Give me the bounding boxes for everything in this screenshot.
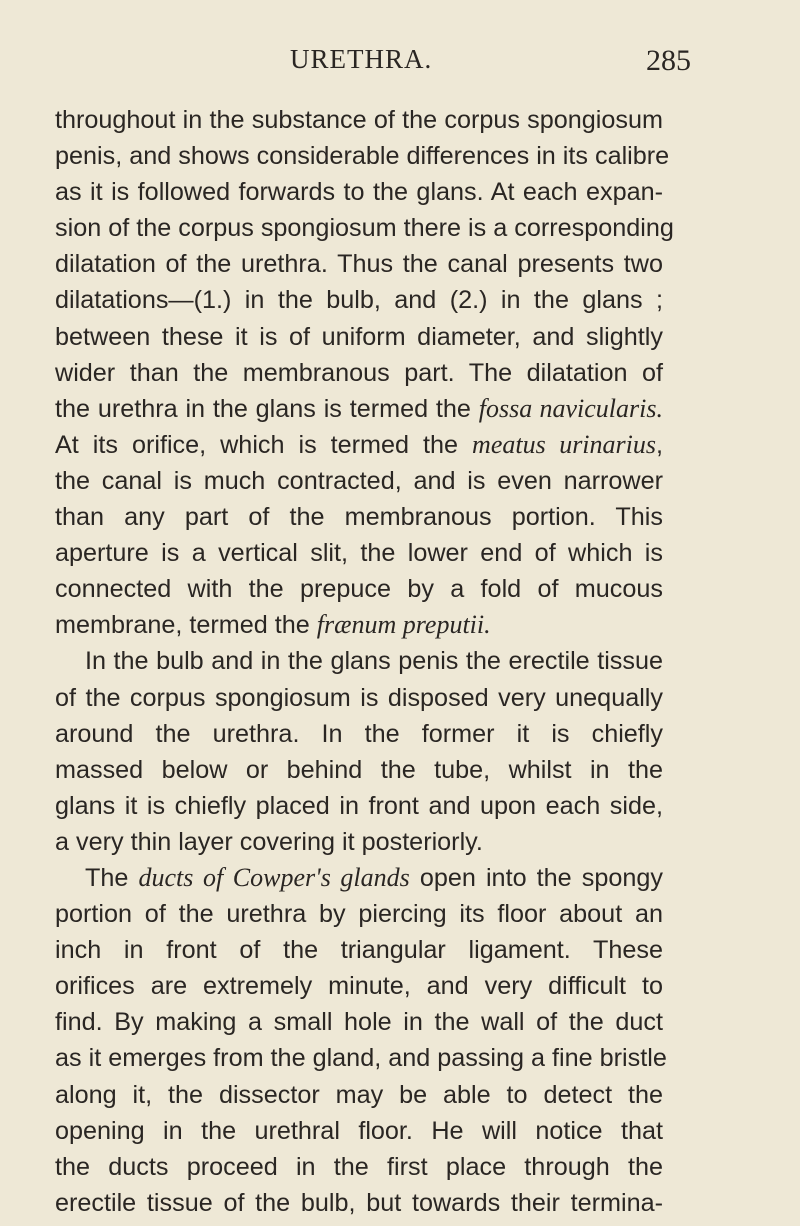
text-segment: portion of the urethra by piercing its floor about an xyxy=(55,900,663,929)
text-line xyxy=(55,282,663,318)
text-line xyxy=(55,1149,663,1185)
text-segment: erectile tissue of the bulb, but towards their termina- xyxy=(55,1188,663,1217)
text-line xyxy=(55,535,663,571)
text-segment: throughout in the substance of the corpus spongiosum xyxy=(55,106,663,134)
text-line xyxy=(55,1113,663,1149)
text-segment: the urethra in the glans is termed the xyxy=(55,394,479,423)
text-line xyxy=(55,788,663,824)
text-line xyxy=(55,138,670,174)
italic-term: ducts of Cowper's glands xyxy=(138,862,410,892)
text-segment: wider than the membranous part. The dilatation of xyxy=(55,358,663,387)
text-line xyxy=(55,210,674,246)
text-segment: massed below or behind the tube, whilst in the xyxy=(55,755,663,784)
text-segment: sion of the corpus spongiosum there is a corresponding xyxy=(55,214,674,243)
text-segment: find. By making a small hole in the wall of the duct xyxy=(55,1008,663,1037)
text-line xyxy=(55,824,663,860)
text-line xyxy=(55,607,663,643)
text-segment: , xyxy=(656,430,663,459)
text-line xyxy=(55,355,663,391)
text-segment: The xyxy=(85,863,139,892)
text-segment: of the corpus spongiosum is disposed very unequally xyxy=(55,683,663,712)
text-line xyxy=(55,643,663,679)
text-line xyxy=(55,860,663,896)
text-segment: around the urethra. In the former it is chiefly xyxy=(55,719,663,748)
italic-term: meatus urinarius xyxy=(472,429,656,459)
text-segment: In the bulb and in the glans penis the erectile tissue xyxy=(85,647,663,676)
text-line xyxy=(55,319,663,355)
text-segment: aperture is a vertical slit, the lower end of which is xyxy=(55,539,663,568)
text-line xyxy=(55,716,663,752)
text-segment: inch in front of the triangular ligament. These xyxy=(55,936,663,965)
text-line xyxy=(55,896,663,932)
body-text xyxy=(55,102,674,1221)
text-segment: At its orifice, which is termed the xyxy=(55,430,473,459)
text-segment: membrane, termed the xyxy=(55,611,317,640)
text-line xyxy=(55,680,663,716)
italic-term: fossa navicularis. xyxy=(478,393,663,423)
text-segment: open into the spongy xyxy=(409,863,663,892)
text-line xyxy=(55,499,663,535)
text-segment: opening in the urethral floor. He will notice that xyxy=(55,1116,663,1145)
text-line xyxy=(55,571,663,607)
text-segment: as it emerges from the gland, and passing a fine bristle xyxy=(55,1044,667,1073)
text-line xyxy=(55,752,663,788)
running-head-title: URETHRA. xyxy=(290,44,433,74)
running-head xyxy=(0,44,800,84)
text-segment: than any part of the membranous portion. This xyxy=(55,503,663,532)
text-line xyxy=(55,1040,667,1076)
text-segment: dilatations—(1.) in the bulb, and (2.) in the glans ; xyxy=(55,286,663,315)
text-line xyxy=(55,174,663,210)
text-line xyxy=(55,391,663,427)
text-line xyxy=(55,102,663,138)
text-segment: a very thin layer covering it posteriorly. xyxy=(55,827,483,856)
text-line xyxy=(55,1185,663,1221)
text-line xyxy=(55,463,663,499)
text-segment: between these it is of uniform diameter, and slightly xyxy=(55,322,663,351)
text-line xyxy=(55,1004,663,1040)
text-line xyxy=(55,1077,663,1113)
text-segment: orifices are extremely minute, and very difficult to xyxy=(55,972,663,1001)
text-line xyxy=(55,427,663,463)
page-number: 285 xyxy=(646,44,691,77)
text-segment: the canal is much contracted, and is even narrower xyxy=(55,466,663,495)
text-segment: along it, the dissector may be able to detect the xyxy=(55,1080,663,1109)
text-segment: the ducts proceed in the first place through the xyxy=(55,1152,663,1181)
text-segment: dilatation of the urethra. Thus the canal presents two xyxy=(55,250,663,279)
text-segment: as it is followed forwards to the glans. At each expan- xyxy=(55,178,663,207)
text-line xyxy=(55,968,663,1004)
text-segment: glans it is chiefly placed in front and upon each side, xyxy=(55,791,663,820)
text-line xyxy=(55,246,663,282)
text-segment: connected with the prepuce by a fold of mucous xyxy=(55,575,663,604)
text-line xyxy=(55,932,663,968)
text-segment: penis, and shows considerable differences in its calibre xyxy=(55,142,670,171)
italic-term: frænum preputii. xyxy=(316,610,491,640)
